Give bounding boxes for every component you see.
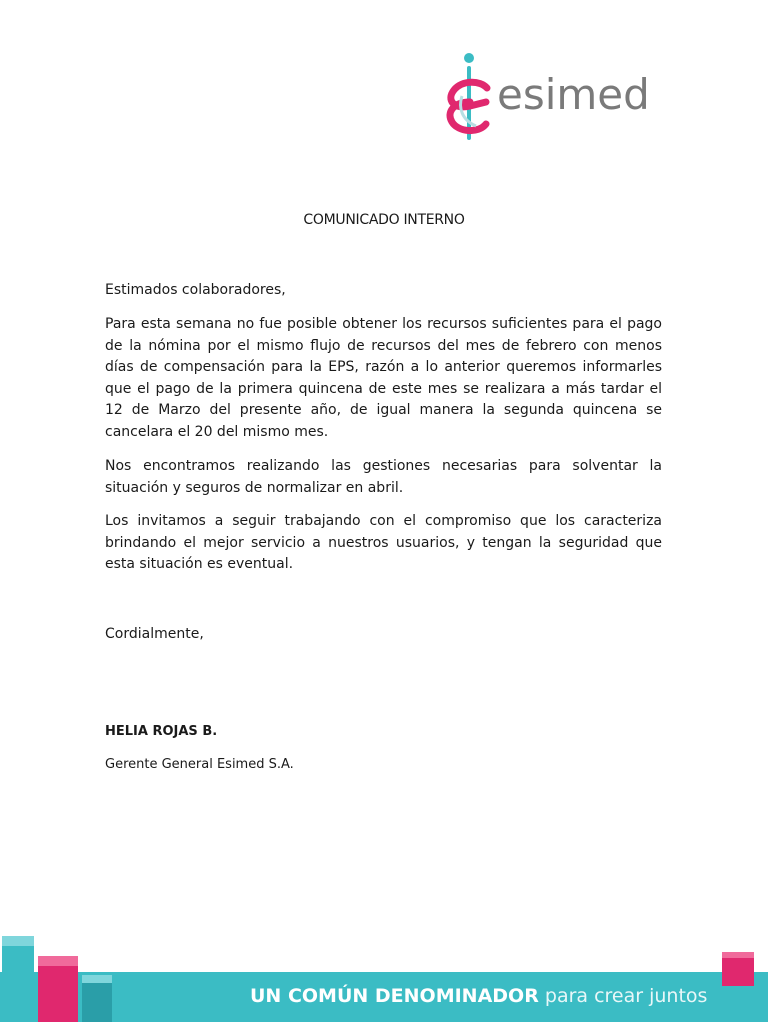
esimed-logo-mark bbox=[440, 50, 500, 145]
greeting: Estimados colaboradores, bbox=[105, 282, 286, 298]
signer-title: Gerente General Esimed S.A. bbox=[105, 757, 294, 772]
paragraph-negotiations bbox=[105, 456, 662, 499]
paragraph-text: Para esta semana no fue posible obtener los recursos suficientes para el pago de la nómina por el mismo flujo de recursos del mes de febrero con menos días de compensación para la EPS, razón a lo anterior queremos informarles que el pago de la primera quincena de este mes se realizara a más tardar el 12 de Marzo del presente año, de igual manera la segunda quincena se cancelara el 20 del mismo mes. bbox=[105, 316, 662, 440]
paragraph-encouragement bbox=[105, 511, 662, 576]
footer bbox=[0, 930, 768, 1024]
esimed-logo bbox=[440, 50, 670, 145]
signer-name: HELIA ROJAS B. bbox=[105, 724, 218, 739]
logo-wordmark: esimed bbox=[497, 70, 650, 119]
document-title: COMUNICADO INTERNO bbox=[303, 212, 465, 228]
footer-tagline bbox=[250, 982, 707, 1010]
paragraph-text: Nos encontramos realizando las gestiones necesarias para solventar la situación y seguros de normalizar en abril. bbox=[105, 458, 662, 496]
paragraph-payroll bbox=[105, 314, 662, 443]
tagline-light: para crear juntos bbox=[544, 985, 708, 1007]
tagline-strong: UN COMÚN DENOMINADOR bbox=[250, 985, 539, 1007]
paragraph-text: Los invitamos a seguir trabajando con el compromiso que los caracteriza brindando el mejor servicio a nuestros usuarios, y tengan la seguridad que esta situación es eventual. bbox=[105, 513, 662, 572]
closing: Cordialmente, bbox=[105, 626, 204, 642]
